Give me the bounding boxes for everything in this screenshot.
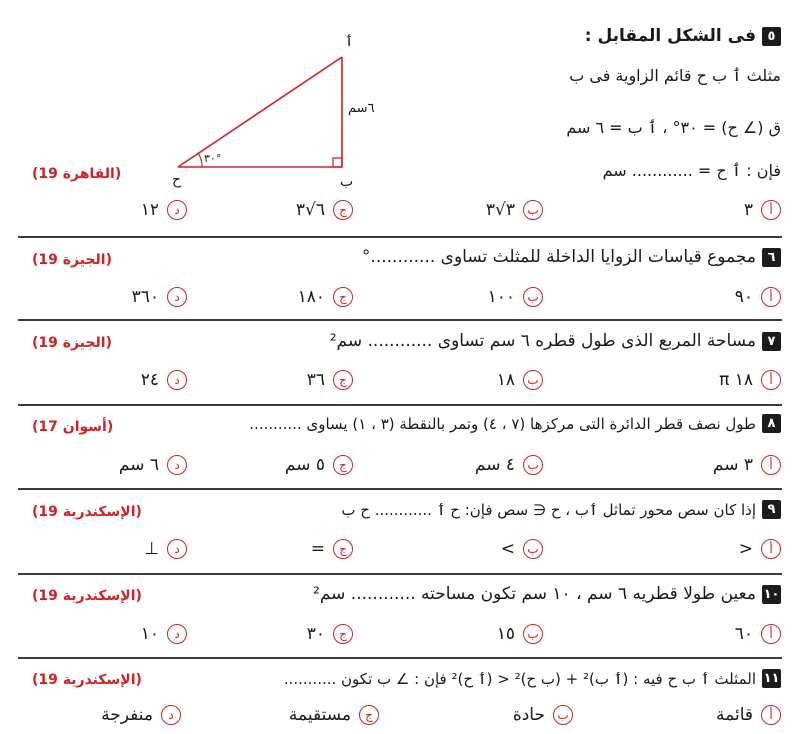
- option-text: ٩٠: [734, 287, 753, 307]
- option-text: ⊥: [144, 539, 159, 559]
- option-text: قائمة: [716, 705, 753, 725]
- option-text: ٣٦٠: [131, 287, 159, 307]
- q6-option-b[interactable]: [488, 287, 543, 307]
- option-letter: أ: [761, 200, 781, 220]
- option-text: ١٨٠: [297, 287, 325, 307]
- q6-option-c[interactable]: [298, 287, 353, 307]
- option-text: ٣√٣: [485, 200, 515, 220]
- q9-number: ٩: [762, 500, 781, 519]
- q10-option-b[interactable]: [497, 624, 543, 644]
- option-text: ١٠: [140, 624, 159, 644]
- option-text: <: [738, 539, 753, 559]
- q7-number: ٧: [762, 332, 781, 351]
- option-text: ١٨: [496, 370, 515, 390]
- q5-line-3: فإن : ٲ ح = ............ سم: [602, 161, 781, 180]
- option-letter: ب: [523, 287, 543, 307]
- option-letter: أ: [761, 287, 781, 307]
- option-letter: ب: [523, 370, 543, 390]
- q10-option-c[interactable]: [307, 624, 353, 644]
- q5-heading: فى الشكل المقابل :: [584, 26, 756, 46]
- q10-stem-line: [313, 584, 781, 604]
- separator: [18, 236, 782, 238]
- angle-arc: [198, 153, 202, 167]
- option-text: ١٢: [140, 200, 159, 220]
- option-text: ٦√٣: [295, 200, 325, 220]
- option-letter: د: [167, 624, 187, 644]
- option-text: مستقيمة: [288, 705, 351, 725]
- q7-option-d[interactable]: [141, 370, 187, 390]
- option-letter: ب: [523, 624, 543, 644]
- option-text: ٥ سم: [284, 455, 325, 475]
- option-letter: أ: [761, 539, 781, 559]
- side-label: ٦سم: [348, 101, 375, 116]
- option-letter: أ: [761, 624, 781, 644]
- option-text: =: [310, 539, 325, 559]
- q8-option-b[interactable]: [475, 455, 543, 475]
- q9-option-a[interactable]: [739, 539, 781, 559]
- q7-option-a[interactable]: [719, 370, 781, 390]
- separator: [18, 573, 782, 575]
- option-letter: ب: [553, 705, 573, 725]
- option-letter: د: [167, 200, 187, 220]
- q5-source: (القاهرة 19): [32, 166, 122, 182]
- option-text: ٣ سم: [712, 455, 753, 475]
- q6-stem: مجموع قياسات الزوايا الداخلة للمثلث تساوى ............°: [361, 247, 756, 267]
- q11-stem: المثلث ٲ ب ح فيه : (ٲ ب)² + (ب ح)² < (ٲ ح)² فإن : ∠ ب تكون ...........: [283, 669, 756, 688]
- option-letter: ج: [333, 539, 353, 559]
- vertex-c-label: ح: [172, 172, 182, 188]
- q7-stem-line: [330, 331, 781, 351]
- option-letter: ج: [359, 705, 379, 725]
- q8-option-c[interactable]: [285, 455, 353, 475]
- q6-number: ٦: [762, 248, 781, 267]
- option-letter: ج: [333, 287, 353, 307]
- option-letter: ب: [523, 455, 543, 475]
- q8-stem: طول نصف قطر الدائرة التى مركزها (٧ ، ٤) وتمر بالنقطة (٣ ، ١) يساوى ...........: [249, 414, 756, 433]
- q8-source: (أسوان 17): [32, 419, 114, 435]
- separator: [18, 319, 782, 321]
- q5-option-a[interactable]: [744, 200, 781, 220]
- option-text: ٦٠: [734, 624, 753, 644]
- q7-stem: مساحة المربع الذى طول قطره ٦ سم تساوى ............ سم²: [329, 331, 756, 351]
- q9-stem: إذا كان سص محور تماثل ٲب ، ح ∈ سص فإن: ح ٲ ............ ح ب: [341, 500, 756, 519]
- option-text: منفرجة: [101, 705, 153, 725]
- separator: [18, 404, 782, 406]
- q11-stem-line: [284, 669, 781, 688]
- option-letter: أ: [761, 705, 781, 725]
- option-letter: أ: [761, 370, 781, 390]
- separator: [18, 657, 782, 659]
- option-text: ٦ سم: [118, 455, 159, 475]
- separator: [18, 488, 782, 490]
- q5-option-b[interactable]: [486, 200, 543, 220]
- q10-option-a[interactable]: [735, 624, 781, 644]
- q9-option-c[interactable]: [311, 539, 353, 559]
- option-letter: د: [167, 455, 187, 475]
- option-text: ١٠٠: [487, 287, 515, 307]
- q5-option-d[interactable]: [141, 200, 187, 220]
- right-angle-marker: [333, 158, 342, 167]
- q7-option-b[interactable]: [497, 370, 543, 390]
- q5-line-1: مثلث ٲ ب ح قائم الزاوية فى ب: [569, 66, 781, 85]
- q5-number: ٥: [762, 27, 781, 46]
- option-letter: د: [167, 539, 187, 559]
- q8-stem-line: [249, 414, 781, 433]
- option-letter: ج: [333, 200, 353, 220]
- option-text: ٤ سم: [474, 455, 515, 475]
- q11-source: (الإسكندرية 19): [32, 672, 142, 688]
- option-text: ٣: [743, 200, 753, 220]
- q10-source: (الإسكندرية 19): [32, 588, 142, 604]
- q9-option-d[interactable]: [144, 539, 187, 559]
- q5-heading-line: [585, 26, 781, 46]
- q8-option-d[interactable]: [119, 455, 187, 475]
- option-letter: أ: [761, 455, 781, 475]
- q5-line-2: ق (∠ ح) = ٣٠° ، ٲ ب = ٦ سم: [566, 118, 781, 137]
- option-text: حادة: [512, 705, 545, 725]
- option-letter: د: [167, 370, 187, 390]
- option-text: ١٨ π: [719, 370, 753, 390]
- option-letter: ج: [333, 455, 353, 475]
- q5-option-c[interactable]: [296, 200, 353, 220]
- option-letter: ب: [523, 539, 543, 559]
- q6-source: (الجيزة 19): [32, 252, 112, 268]
- option-letter: د: [167, 287, 187, 307]
- q8-option-a[interactable]: [713, 455, 781, 475]
- q11-number: ١١: [763, 671, 780, 686]
- q9-option-b[interactable]: [501, 539, 543, 559]
- option-letter: ج: [333, 370, 353, 390]
- side-ac: [178, 57, 342, 167]
- option-text: ٢٤: [140, 370, 159, 390]
- q10-number: ١٠: [763, 586, 780, 602]
- option-text: >: [500, 539, 515, 559]
- q6-option-d[interactable]: [132, 287, 187, 307]
- option-letter: د: [161, 705, 181, 725]
- vertex-a-label: ٲ: [345, 34, 354, 50]
- option-letter: ج: [333, 624, 353, 644]
- option-letter: ب: [523, 200, 543, 220]
- q7-option-c[interactable]: [307, 370, 353, 390]
- q11-option-a[interactable]: [716, 705, 781, 725]
- q10-option-d[interactable]: [141, 624, 187, 644]
- option-text: ٣٠: [306, 624, 325, 644]
- angle-label: ٣٠°: [204, 152, 222, 165]
- q11-option-d[interactable]: [101, 705, 181, 725]
- q6-option-a[interactable]: [735, 287, 781, 307]
- vertex-b-label: ب: [340, 174, 354, 190]
- option-text: ٣٦: [306, 370, 325, 390]
- q11-option-b[interactable]: [513, 705, 573, 725]
- q8-number: ٨: [762, 414, 781, 433]
- q9-stem-line: [341, 500, 781, 519]
- q7-source: (الجيزة 19): [32, 335, 112, 351]
- right-triangle-figure: [170, 24, 375, 190]
- q9-source: (الإسكندرية 19): [32, 504, 142, 520]
- q11-option-c[interactable]: [289, 705, 379, 725]
- q10-stem: معين طولا قطريه ٦ سم ، ١٠ سم تكون مساحته ............ سم²: [313, 584, 756, 604]
- q6-stem-line: [362, 247, 781, 267]
- option-text: ١٥: [496, 624, 515, 644]
